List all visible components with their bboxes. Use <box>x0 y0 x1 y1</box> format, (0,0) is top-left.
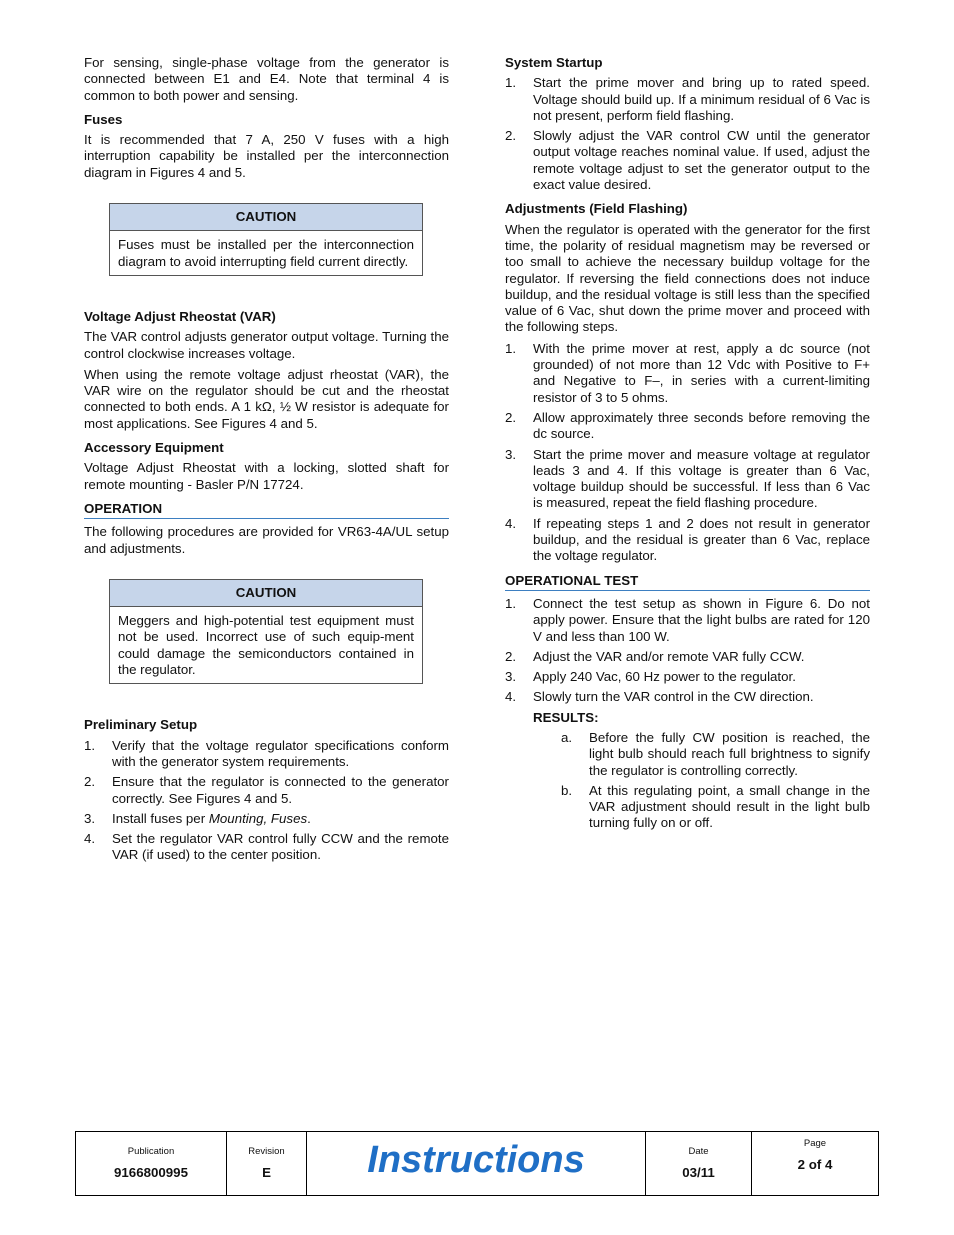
list-number: 1. <box>505 595 517 611</box>
page-number: 2 of 4 <box>797 1157 833 1172</box>
list-text: Connect the test setup as shown in Figure 6. Do not apply power. Ensure that the light bulbs are rated for 120 V and less than 100 W. <box>533 595 870 644</box>
system-startup-heading: System Startup <box>505 55 603 70</box>
list-item <box>84 811 449 827</box>
list-text: Slowly adjust the VAR control CW until the generator output voltage reaches nominal value. If used, adjust the remote voltage adjust to set the generator output to the exact value desired. <box>533 128 870 193</box>
list-item <box>505 341 870 406</box>
list-number: 1. <box>84 737 96 753</box>
list-text: Slowly turn the VAR control in the CW direction. <box>533 689 814 705</box>
accessory-paragraph: Voltage Adjust Rheostat with a locking, slotted shaft for remote mounting - Basler P/N 17724. <box>84 460 449 492</box>
list-number: 1. <box>505 75 517 91</box>
caution-label: CAUTION <box>110 580 422 607</box>
list-text: Allow approximately three seconds before removing the dc source. <box>533 409 870 442</box>
revision-value: E <box>262 1165 271 1180</box>
list-item <box>505 128 870 193</box>
var-paragraph-2: When using the remote voltage adjust rheostat (VAR), the VAR wire on the regulator should be cut and the rheostat connected to both ends. A 1 kΩ, ½ W resistor is adequate for most applications. See Figures 4 and 5. <box>84 366 449 431</box>
date-label: Date <box>688 1146 709 1157</box>
list-item <box>505 689 870 705</box>
list-text <box>112 811 449 827</box>
date-value: 03/11 <box>682 1165 715 1180</box>
list-text-pre: Install fuses per <box>112 810 209 826</box>
list-item <box>505 447 870 512</box>
list-text: With the prime mover at rest, apply a dc source (not grounded) of not more than 12 Vdc with Positive to F+ and Negative to F–, in series with a current-limiting resistor of 3 to 5 ohms. <box>533 340 870 405</box>
list-item <box>561 730 870 779</box>
operational-test-heading: OPERATIONAL TEST <box>505 573 870 591</box>
list-text-post: . <box>307 810 311 826</box>
list-text: Start the prime mover and measure voltage at regulator leads 3 and 4. If this voltage is greater than 6 Vac, voltage buildup should be successful. If less than 6 Vac is measured, repeat the field flashing procedure. <box>533 446 870 511</box>
list-item <box>505 75 870 124</box>
left-column <box>84 55 449 868</box>
list-item <box>561 783 870 832</box>
revision-label: Revision <box>248 1146 285 1157</box>
list-item <box>505 596 870 645</box>
list-letter: a. <box>561 729 573 745</box>
title-cell <box>307 1132 646 1195</box>
footer-table <box>75 1131 879 1196</box>
caution-box-fuses <box>109 203 423 276</box>
results-list <box>561 730 870 832</box>
fuses-paragraph: It is recommended that 7 A, 250 V fuses with a high interruption capability be installed per the interconnection diagram in Figures 4 and 5. <box>84 132 449 180</box>
revision-cell <box>227 1132 307 1195</box>
list-text: Adjust the VAR and/or remote VAR fully CCW. <box>533 648 805 664</box>
list-item <box>84 738 449 771</box>
publication-label: Publication <box>127 1146 175 1157</box>
accessory-heading: Accessory Equipment <box>84 440 224 456</box>
list-number: 3. <box>84 810 96 826</box>
preliminary-setup-list <box>84 738 449 864</box>
list-number: 2. <box>505 648 517 664</box>
field-flashing-heading: Adjustments (Field Flashing) <box>505 201 688 217</box>
caution-text: Fuses must be installed per the interconnection diagram to avoid interrupting field current directly. <box>118 237 414 269</box>
list-item <box>84 774 449 807</box>
page-label: Page <box>803 1138 827 1149</box>
list-item <box>505 516 870 565</box>
preliminary-setup-heading: Preliminary Setup <box>84 717 198 733</box>
field-flashing-paragraph: When the regulator is operated with the generator for the first time, the polarity of residual magnetism may be reversed or too small to achieve the necessary buildup voltage for the regulator. If reversing the field connections does not induce buildup, and the residual voltage is still less than the specified value of 6 Vac, shut down the prime mover and proceed with the following steps. <box>505 221 870 335</box>
list-number: 4. <box>84 831 96 847</box>
caution-text: Meggers and high-potential test equipment must not be used. Incorrect use of such equip-ment could damage the semiconductors contained in the regulator. <box>118 613 414 678</box>
operational-test-list <box>505 596 870 706</box>
list-number: 4. <box>505 515 517 531</box>
list-number: 1. <box>505 340 517 356</box>
results-heading: RESULTS: <box>533 709 599 725</box>
page-cell <box>752 1132 878 1195</box>
var-heading: Voltage Adjust Rheostat (VAR) <box>84 308 276 324</box>
document-title: Instructions <box>367 1139 585 1181</box>
list-item <box>505 410 870 443</box>
caution-box-meggers <box>109 579 423 684</box>
list-number: 2. <box>84 774 96 790</box>
list-item <box>505 669 870 685</box>
operation-paragraph: The following procedures are provided for VR63-4A/UL setup and adjustments. <box>84 524 449 556</box>
list-number: 3. <box>505 446 517 462</box>
section-reference: Mounting, Fuses <box>208 810 308 826</box>
list-text: Start the prime mover and bring up to rated speed. Voltage should build up. If a minimum residual of 6 Vac is not present, perform field flashing. <box>533 75 870 123</box>
list-number: 2. <box>505 128 517 144</box>
date-cell <box>646 1132 752 1195</box>
list-item <box>84 831 449 864</box>
publication-number: 9166800995 <box>114 1165 188 1180</box>
list-text: Before the fully CW position is reached, the light bulb should reach full brightness to signify the regulator is controlling correctly. <box>589 729 870 778</box>
list-text: Set the regulator VAR control fully CCW and the remote VAR (if used) to the center position. <box>112 831 449 863</box>
caution-label: CAUTION <box>110 204 422 231</box>
fuses-heading: Fuses <box>84 111 123 127</box>
system-startup-list <box>505 75 870 193</box>
list-number: 2. <box>505 409 517 425</box>
list-number: 4. <box>505 689 517 705</box>
field-flashing-list <box>505 341 870 565</box>
list-text: If repeating steps 1 and 2 does not result in generator buildup, and the residual is greater than 6 Vac, replace the voltage regulator. <box>533 515 870 564</box>
list-letter: b. <box>561 782 573 798</box>
var-paragraph-1: The VAR control adjusts generator output voltage. Turning the control clockwise increases voltage. <box>84 329 449 361</box>
list-text: Ensure that the regulator is connected to the generator correctly. See Figures 4 and 5. <box>112 774 449 806</box>
right-column <box>505 55 870 836</box>
list-text: At this regulating point, a small change in the VAR adjustment should result in the light bulb turning fully on or off. <box>589 782 870 831</box>
publication-cell <box>76 1132 227 1195</box>
sensing-paragraph: For sensing, single-phase voltage from the generator is connected between E1 and E4. Note that terminal 4 is common to both power and sensing. <box>84 55 449 103</box>
list-text: Verify that the voltage regulator specifications conform with the generator system requirements. <box>112 737 449 769</box>
list-item <box>505 649 870 665</box>
operation-heading: OPERATION <box>84 501 449 519</box>
list-number: 3. <box>505 669 517 685</box>
list-text: Apply 240 Vac, 60 Hz power to the regulator. <box>533 669 796 685</box>
